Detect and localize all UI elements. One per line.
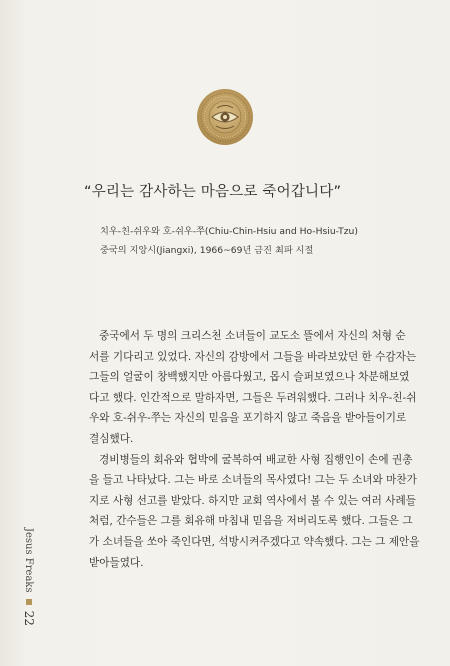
body-line: 우와 호-쉬우-쭈는 자신의 믿음을 포기하지 않고 죽음을 받아들이기로 (89, 412, 407, 425)
body-line: 결심했다. (89, 432, 134, 445)
body-line: 을 들고 나타났다. 그는 바로 소녀들의 목사였다! 그는 두 소녀와 마찬가 (89, 474, 417, 487)
running-footer (22, 528, 36, 648)
body-line: 경비병들의 회유와 협박에 굴복하여 배교한 사형 집행인이 손에 권총 (99, 453, 413, 466)
martyr-names: 치우-친-쉬우와 호-쉬우-쭈(Chiu-Chin-Hsiu and Ho-Hsiu-Tzu) (100, 226, 358, 237)
chapter-quote-title: “우리는 감사하는 마음으로 죽어갑니다” (84, 184, 342, 200)
body-line: 중국에서 두 명의 크리스천 소녀들이 교도소 뜰에서 자신의 처형 순 (99, 330, 406, 342)
body-line: 처럼, 간수들은 그를 회유해 마침내 믿음을 저버리도록 했다. 그들은 그 (89, 515, 413, 528)
body-line: 지로 사형 선고를 받았다. 하지만 교회 역사에서 볼 수 있는 여러 사례들 (89, 494, 416, 507)
body-line: 서를 기다리고 있었다. 자신의 감방에서 그들을 바라보았던 한 수감자는 (89, 350, 417, 363)
body-line: 가 소녀들을 쏘아 죽인다면, 석방시켜주겠다고 약속했다. 그는 그 제안을 (89, 535, 420, 548)
square-bullet-icon (26, 599, 32, 605)
martyr-place-date: 중국의 지앙시(Jiangxi), 1966~69년 금진 최파 시절 (100, 245, 314, 256)
body-line: 다고 했다. 인간적으로 말하자면, 그들은 두려워했다. 그러나 치우-친-쉬 (89, 391, 417, 404)
body-line: 받아들였다. (89, 556, 144, 569)
page-number: 22 (22, 610, 36, 626)
story-body (89, 326, 420, 573)
book-title: Jesus Freaks (23, 528, 35, 593)
eye-emblem-icon (196, 88, 254, 146)
martyr-info (100, 222, 358, 260)
body-line: 그들의 얼굴이 창백했지만 아름다웠고, 몹시 슬퍼보였으나 차분해보였 (89, 371, 410, 384)
